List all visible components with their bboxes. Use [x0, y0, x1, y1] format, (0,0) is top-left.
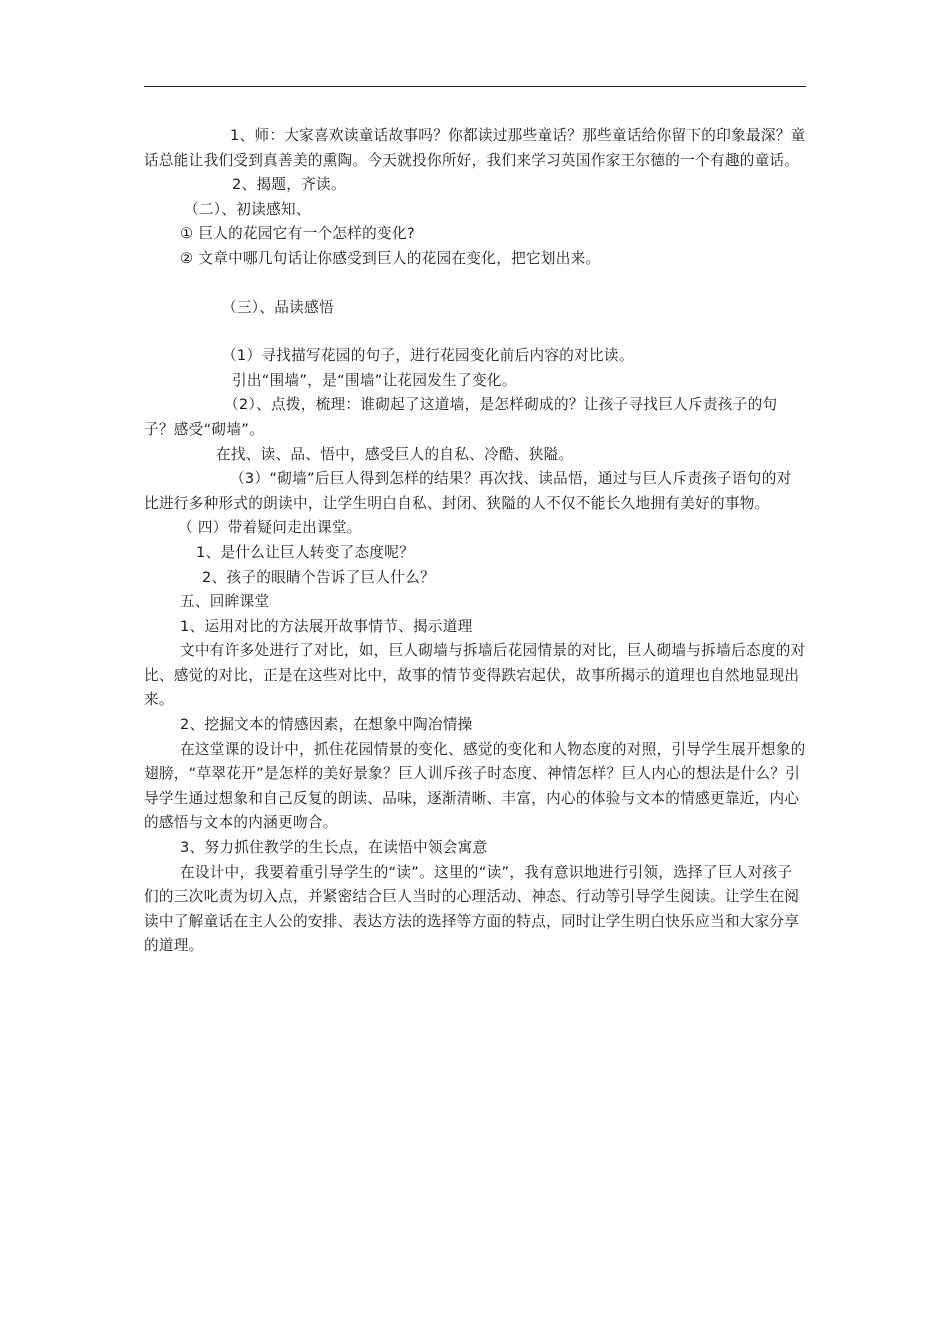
question-2: ② 文章中哪几句话让你感受到巨人的花园在变化，把它划出来。: [180, 249, 601, 267]
document-body: [144, 124, 806, 959]
reflection-text-1: 文中有许多处进行了对比，如，巨人砌墙与拆墙后花园情景的对比，巨人砌墙与拆墙后态度的对比、感觉的对比，正是在这些对比中，故事的情节变得跌宕起伏，故事所揭示的道理也自然地显现出来。: [144, 642, 806, 709]
step-2-note: 在找、读、品、悟中，感受巨人的自私、冷酷、狭隘。: [216, 445, 574, 463]
reflection-text-3: 在设计中，我要着重引导学生的“读”。这里的“读”，我有意识地进行引领，选择了巨人对孩子们的三次叱责为切入点，并紧密结合巨人当时的心理活动、神态、行动等引导学生阅读。让学生在阅读中了解童话在主人公的安排、表达方法的选择等方面的特点，同时让学生明白快乐应当和大家分享的道理。: [144, 863, 800, 955]
step-2: （2）、点拨，梳理：谁砌起了这道墙，是怎样砌成的？让孩子寻找巨人斥责孩子的句子？感受“砌墙”。: [144, 396, 778, 438]
paragraph-intro: 1、师：大家喜欢读童话故事吗？你都读过那些童话？那些童话给你留下的印象最深？童话总能让我们受到真善美的熏陶。今天就投你所好，我们来学习英国作家王尔德的一个有趣的童话。: [144, 127, 806, 169]
section-heading-2: （二）、初读感知、: [184, 200, 311, 218]
reflection-heading-2: 2、挖掘文本的情感因素，在想象中陶冶情操: [180, 716, 473, 734]
closing-question-1: 1、是什么让巨人转变了态度呢？: [196, 543, 415, 561]
step-1-note: 引出“围墙”，是“围墙”让花园发生了变化。: [232, 371, 517, 389]
section-heading-5: 五、回眸课堂: [180, 593, 270, 611]
reflection-heading-3: 3、努力抓住教学的生长点，在读悟中领会寓意: [180, 839, 488, 857]
reflection-text-2: 在这堂课的设计中，抓住花园情景的变化、感觉的变化和人物态度的对照，引导学生展开想象的翅膀，“草翠花开”是怎样的美好景象？巨人训斥孩子时态度、神情怎样？巨人内心的想法是什么？引导学生通过想象和自己反复的朗读、品味，逐渐清晰、丰富，内心的体验与文本的情感更靠近，内心的感悟与文本的内涵更吻合。: [144, 740, 806, 832]
reflection-heading-1: 1、运用对比的方法展开故事情节、揭示道理: [180, 617, 473, 635]
section-heading-3: （三）、品读感悟: [222, 298, 334, 316]
header-rule: [144, 86, 806, 87]
paragraph-reveal-title: 2、揭题，齐读。: [232, 176, 346, 194]
step-1: （1）寻找描写花园的句子，进行花园变化前后内容的对比读。: [222, 347, 634, 365]
closing-question-2: 2、孩子的眼睛个告诉了巨人什么？: [202, 568, 435, 586]
step-3: （3）“砌墙”后巨人得到怎样的结果？再次找、读品悟，通过与巨人斥责孩子语句的对比进行多种形式的朗读中，让学生明白自私、封闭、狭隘的人不仅不能长久地拥有美好的事物。: [144, 470, 792, 512]
section-heading-4: （ 四）带着疑问走出课堂。: [178, 519, 362, 537]
question-1: ① 巨人的花园它有一个怎样的变化?: [180, 225, 415, 243]
